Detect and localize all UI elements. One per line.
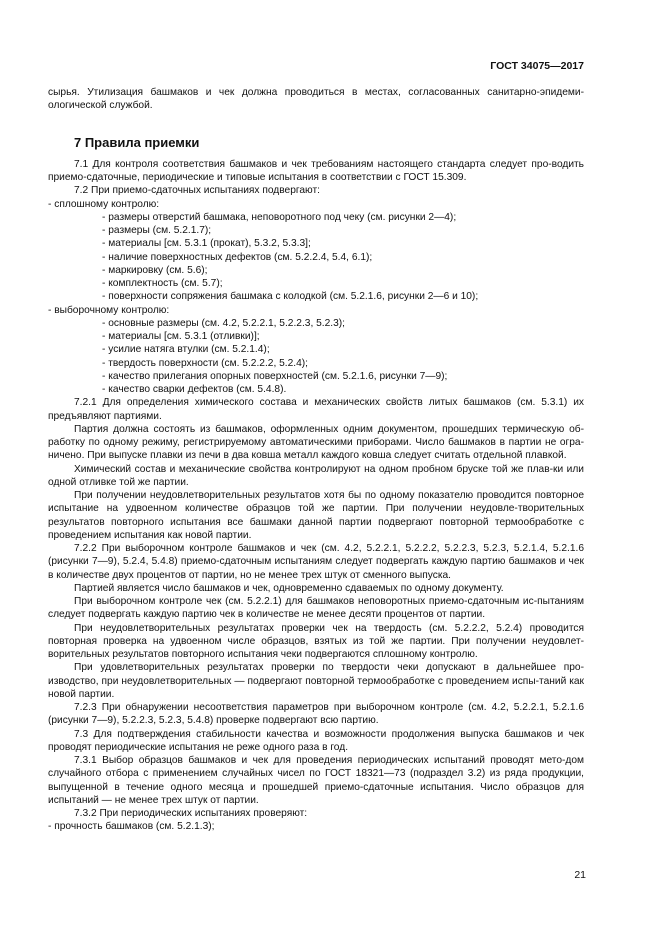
paragraph: сырья. Утилизация башмаков и чек должна проводиться в местах, согласованных санитарно-эпидеми-ологической службой. (48, 87, 584, 112)
paragraph: 7.2.3 При обнаружении несоответствия параметров при выборочном контроле (см. 4.2, 5.2.2.1, 5.2.1.6 (рисунки 7—9), 5.2.2.3, 5.2.3, 5.4.8) проверке подвергают всю партию. (48, 702, 584, 727)
list-item: - прочность башмаков (см. 5.2.1.3); (48, 821, 215, 833)
section-heading: 7 Правила приемки (74, 134, 200, 150)
page-number: 21 (574, 869, 586, 881)
document-body (48, 86, 584, 834)
paragraph: При удовлетворительных результатах проверки по твердости чеки допускают в дальнейшее про-изводство, при неудовлетворительных — подвергают повторной термообработке с проведением испы-таний как новой партии. (48, 662, 584, 700)
paragraph: 7.3.2 При периодических испытаниях проверяют: (74, 808, 308, 819)
document-header: ГОСТ 34075—2017 (490, 60, 584, 72)
paragraph: Партия должна состоять из башмаков, оформленных одним документом, прошедших термическую об-работку по одному режиму, регистрируемому автоматическими приборами. Число башмаков в партии не огра-ничено. При выпуске плавки из печи в два ковша металл каждого ковша следует считать отдельной плавкой. (48, 423, 584, 462)
paragraph: При получении неудовлетворительных результатов хотя бы по одному показателю проводится повторное испытание на удвоенном количестве образцов той же партии. При получении неудовле-творительных результатов повторного испытания все башмаки данной партии подвергают повторной термообработке с проведением испытания как новой партии. (48, 490, 584, 541)
paragraph: При неудовлетворительных результатах проверки чек на твердость (см. 5.2.2.2, 5.2.4) проводится повторная проверка на удвоенном числе образцов, взятых из той же партии. При получении неудовлет-ворительных результатов повторного испытания чеки подвергаются сплошному контролю. (48, 622, 584, 660)
paragraph: 7.2.2 При выборочном контроле башмаков и чек (см. 4.2, 5.2.2.1, 5.2.2.2, 5.2.2.3, 5.2.3, 5.2.1.4, 5.2.1.6 (рисунки 7—9), 5.2.4, 5.4.8) приемо-сдаточным испытаниям следует подвергать каждую партию башмаков и чек в количестве двух процентов от партии, но не менее трех штук от сменного выпуска. (48, 543, 584, 581)
list-item: - поверхности сопряжения башмака с колодкой (см. 5.2.1.6, рисунки 2—6 и 10); (102, 291, 479, 303)
list-item: - сплошному контролю: (48, 198, 160, 210)
list-item: - основные размеры (см. 4.2, 5.2.2.1, 5.2.2.3, 5.2.3); (102, 317, 345, 329)
paragraph: Химический состав и механические свойства контролируют на одном пробном бруске той же плав-ки или одной отливке той же партии. (48, 463, 584, 488)
list-item: - материалы [см. 5.3.1 (отливки)]; (102, 331, 260, 342)
paragraph: 7.2.1 Для определения химического состава и механических свойств литых башмаков (см. 5.3.1) их предъявляют партиями. (48, 397, 584, 422)
paragraph: 7.3.1 Выбор образцов башмаков и чек для проведения периодических испытаний проводят мето-дом случайного отбора с применением случайных чисел по ГОСТ 18321—73 (подраздел 3.2) из ряда продукции, выпущенной в течение одного месяца и прошедшей приемо-сдаточные испытания. Число образцов для испытаний — не менее трех штук от партии. (48, 755, 584, 806)
list-item: - размеры (см. 5.2.1.7); (102, 225, 212, 236)
paragraph: 7.3 Для подтверждения стабильности качества и возможности продолжения выпуска башмаков и чек проводят периодические испытания не реже одного раза в год. (48, 728, 584, 753)
paragraph: Партией является число башмаков и чек, одновременно сдаваемых по одному документу. (74, 582, 504, 594)
list-item: - качество сварки дефектов (см. 5.4.8). (102, 384, 287, 395)
list-item: - размеры отверстий башмака, неповоротного под чеку (см. рисунки 2—4); (102, 211, 457, 223)
paragraph: 7.1 Для контроля соответствия башмаков и чек требованиям настоящего стандарта следует про-водить приемо-сдаточные, периодические и типовые испытания в соответствии с ГОСТ 15.309. (48, 158, 584, 183)
paragraph: При выборочном контроле чек (см. 5.2.2.1) для башмаков неповоротных приемо-сдаточным ис-пытаниям следует подвергать каждую партию чек в количестве не менее десяти процентов от партии. (48, 596, 584, 621)
list-item: - материалы [см. 5.3.1 (прокат), 5.3.2, 5.3.3]; (102, 238, 311, 250)
list-item: - выборочному контролю: (48, 304, 170, 316)
list-item: - наличие поверхностных дефектов (см. 5.2.2.4, 5.4, 6.1); (102, 251, 373, 263)
list-item: - качество прилегания опорных поверхностей (см. 5.2.1.6, рисунки 7—9); (102, 370, 448, 382)
list-item: - твердость поверхности (см. 5.2.2.2, 5.2.4); (102, 357, 309, 369)
list-item: - усилие натяга втулки (см. 5.2.1.4); (102, 344, 270, 356)
list-item: - комплектность (см. 5.7); (102, 278, 223, 289)
list-item: - маркировку (см. 5.6); (102, 264, 208, 276)
paragraph: 7.2 При приемо-сдаточных испытаниях подвергают: (74, 185, 320, 197)
